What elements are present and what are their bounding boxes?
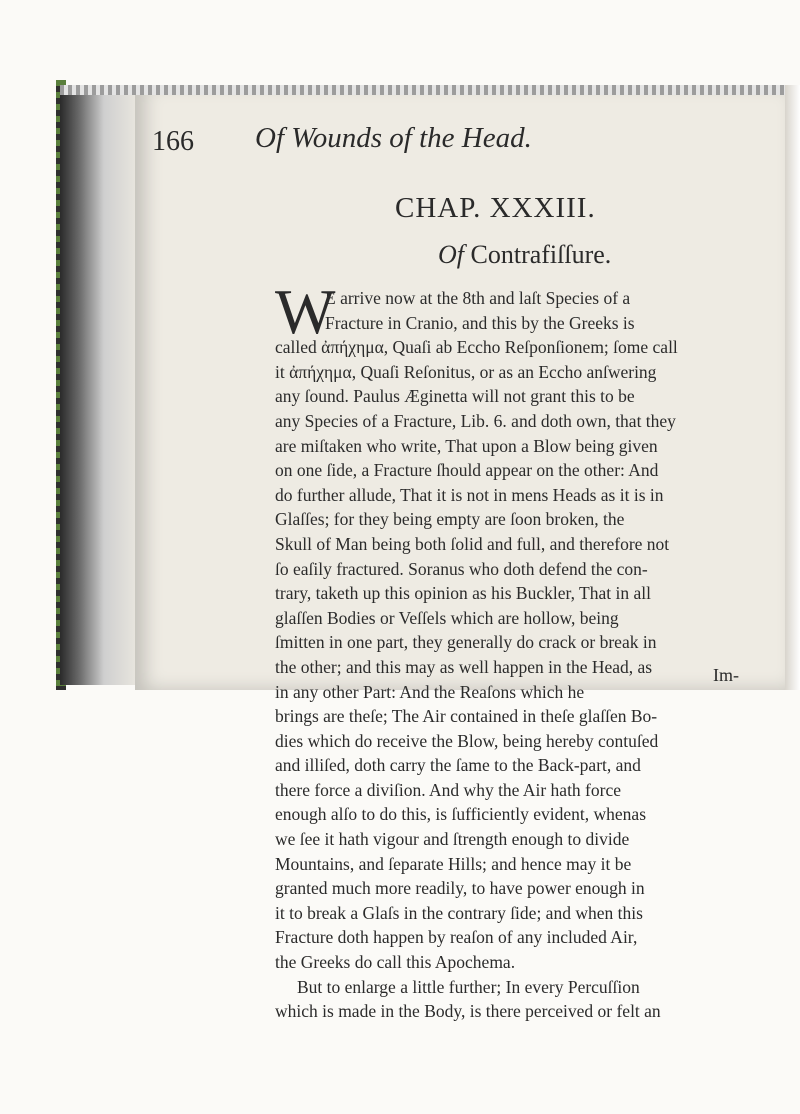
text-line: granted much more readily, to have power enough in [275, 878, 645, 899]
text-line: are miſtaken who write, That upon a Blow being given [275, 435, 658, 456]
text-line: Mountains, and ſeparate Hills; and hence may it be [275, 853, 632, 874]
chapter-subtitle-word: Contrafiſſure. [470, 240, 612, 269]
text-line: which is made in the Body, is there perceived or felt an [275, 1001, 661, 1022]
text-line: But to enlarge a little further; In every Percuſſion [297, 976, 640, 997]
text-line: ſmitten in one part, they generally do crack or break in [275, 632, 657, 653]
drop-cap: W [275, 276, 336, 347]
text-line: it to break a Glaſs in the contrary ſide; and when this [275, 902, 643, 923]
text-line: glaſſen Bodies or Veſſels which are hollow, being [275, 607, 619, 628]
text-line: trary, taketh up this opinion as his Buckler, That in all [275, 583, 651, 604]
text-line: in any other Part: And the Reaſons which he [275, 681, 585, 702]
book-gutter [60, 85, 141, 685]
chapter-title: CHAP. XXXIII. [395, 192, 596, 224]
chapter-subtitle-prefix: Of [438, 240, 464, 269]
text-line: the other; and this may as well happen in the Head, as [275, 656, 653, 677]
running-head: Of Wounds of the Head. [255, 122, 532, 154]
book-top-edge [60, 85, 785, 95]
text-line: on one ſide, a Fracture ſhould appear on the other: And [275, 460, 659, 481]
text-line: the Greeks do call this Apochema. [275, 952, 516, 973]
text-line: Skull of Man being both ſolid and full, and therefore not [275, 533, 670, 554]
text-line: dies which do receive the Blow, being hereby contuſed [275, 730, 659, 751]
text-line: Glaſſes; for they being empty are ſoon broken, the [275, 509, 625, 530]
text-line: any Species of a Fracture, Lib. 6. and doth own, that they [275, 410, 676, 431]
text-line: do further allude, That it is not in mens Heads as it is in [275, 484, 664, 505]
body-text [275, 286, 765, 1024]
page-right-edge [785, 85, 800, 690]
text-line: it ἀπήχημα, Quaſi Reſonitus, or as an Eccho anſwering [275, 361, 657, 382]
text-line: ſo eaſily fractured. Soranus who doth defend the con- [275, 558, 648, 579]
text-line: Fracture in Cranio, and this by the Greeks is [325, 312, 635, 333]
text-line: and illiſed, doth carry the ſame to the Back-part, and [275, 755, 641, 776]
text-line: Fracture doth happen by reaſon of any included Air, [275, 927, 638, 948]
text-line: there force a diviſion. And why the Air hath force [275, 779, 622, 800]
chapter-subtitle [438, 240, 611, 270]
text-line: enough alſo to do this, is ſufficiently evident, whenas [275, 804, 647, 825]
page-number: 166 [152, 126, 194, 157]
text-line: any ſound. Paulus Æginetta will not grant this to be [275, 386, 635, 407]
text-line: called ἀπήχημα, Quaſi ab Eccho Reſponſionem; ſome call [275, 337, 678, 358]
text-line: we ſee it hath vigour and ſtrength enough to divide [275, 829, 630, 850]
text-line: E arrive now at the 8th and laſt Species of a [325, 288, 631, 308]
text-line: brings are theſe; The Air contained in theſe glaſſen Bo- [275, 706, 658, 727]
catchword: Im- [713, 665, 739, 685]
